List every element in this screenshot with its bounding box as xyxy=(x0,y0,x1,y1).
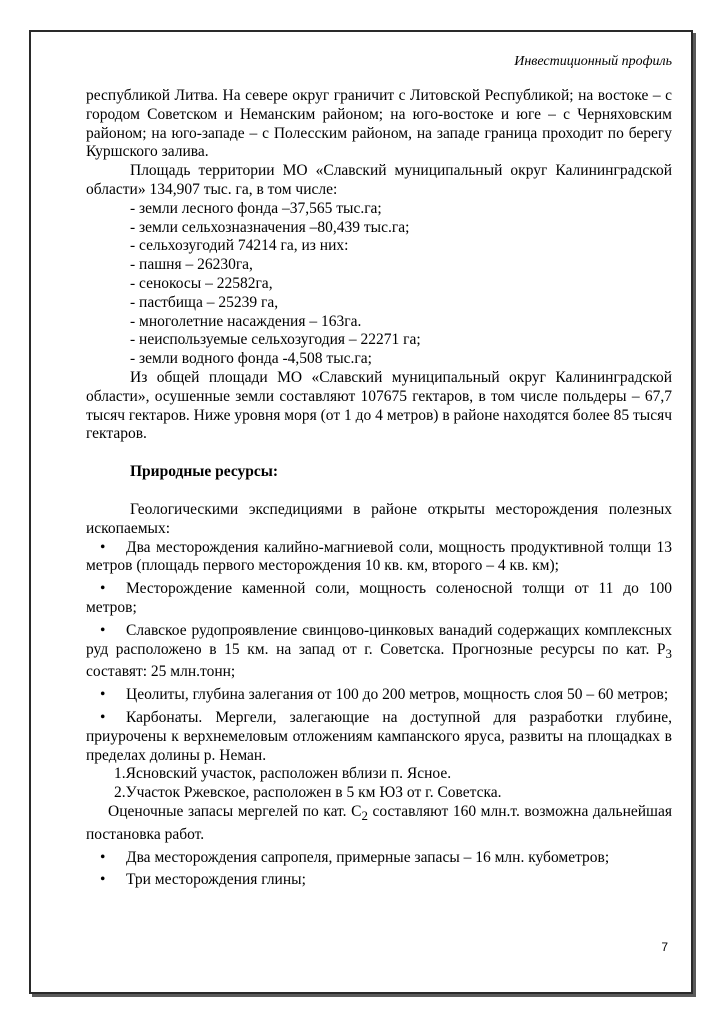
bullet-text: Два месторождения сапропеля, примерные запасы – 16 млн. кубометров; xyxy=(126,848,610,866)
bullet-text-tail: составят: 25 млн.тонн; xyxy=(86,663,236,681)
estimate-text: Оценочные запасы мергелей по кат. С xyxy=(108,802,362,820)
paragraph-area: Площадь территории МО «Славский муниципальный округ Калининградской области» 134,907 тыс. га, в том числе: xyxy=(86,162,672,198)
subscript: 3 xyxy=(665,645,672,661)
numbered-item: 1.Ясновский участок, расположен вблизи п. Ясное. xyxy=(114,765,452,783)
page-header: Инвестиционный профиль xyxy=(514,54,672,69)
bullet-item xyxy=(86,622,672,682)
estimate-tail: составляют 160 млн.т. возможна дальнейшая постановка работ. xyxy=(86,802,672,843)
document-body xyxy=(86,87,672,890)
paragraph-expeditions: Геологическими экспедициями в районе открыты месторождения полезных ископаемых: xyxy=(86,500,672,537)
bullet-text: Цеолиты, глубина залегания от 100 до 200 метров, мощность слоя 50 – 60 метров; xyxy=(126,686,669,704)
bullet-text: Три месторождения глины; xyxy=(126,871,306,889)
land-item: - пастбища – 25239 га, xyxy=(130,293,279,311)
bullet-dot-icon: • xyxy=(100,621,106,639)
land-item: - многолетние насаждения – 163га. xyxy=(130,312,362,330)
subscript: 2 xyxy=(361,808,368,824)
bullet-item xyxy=(86,686,672,705)
bullet-dot-icon: • xyxy=(100,580,106,598)
bullet-dot-icon: • xyxy=(100,538,106,556)
bullet-dot-icon: • xyxy=(100,871,106,889)
bullet-dot-icon: • xyxy=(100,848,106,866)
bullet-dot-icon: • xyxy=(100,709,106,726)
section-heading: Природные ресурсы: xyxy=(130,463,279,481)
bullet-item xyxy=(86,580,672,618)
land-list xyxy=(86,200,672,369)
paragraph-estimate xyxy=(86,803,672,845)
page-number: 7 xyxy=(661,940,668,954)
land-item: - земли водного фонда -4,508 тыс.га; xyxy=(130,350,372,368)
bullet-item xyxy=(86,849,672,868)
land-item: - неиспользуемые сельхозугодия – 22271 га; xyxy=(130,331,421,349)
land-item: - земли сельхозназначения –80,439 тыс.га; xyxy=(130,218,410,236)
paragraph-borders: республикой Литва. На севере округ граничит с Литовской Республикой; на востоке – с городом Советском и Неманским районом; на юго-востоке и юге – с Черняховским районом; на юго-западе – с Полесским районом, на западе граница проходит по берегу Куршского залива. xyxy=(86,87,672,161)
bullet-dot-icon: • xyxy=(100,686,106,704)
bullet-text: Месторождение каменной соли, мощность соленосной толщи от 11 до 100 метров; xyxy=(86,580,672,616)
paragraph-drained-land: Из общей площади МО «Славский муниципальный округ Калининградской области», осушенные земли составляют 107675 гектаров, в том числе польдеры – 67,7 тысяч гектаров. Ниже уровня моря (от 1 до 4 метров) в районе находятся более 85 тысяч гектаров. xyxy=(86,368,672,443)
land-item: - земли лесного фонда –37,565 тыс.га; xyxy=(130,199,382,217)
land-item: - пашня – 26230га, xyxy=(130,256,253,274)
numbered-item: 2.Участок Ржевское, расположен в 5 км ЮЗ от г. Советска. xyxy=(114,784,502,802)
bullet-text: Карбонаты. Мергели, залегающие на доступной для разработки глубине, приурочены к верхнемеловым отложениям кампанского яруса, развиты на площадках в пределах долины р. Неман. xyxy=(86,709,672,764)
land-item: - сельхозугодий 74214 га, из них: xyxy=(130,237,349,255)
bullet-text: Два месторождения калийно-магниевой соли, мощность продуктивной толщи 13 метров (площадь первого месторождения 10 кв. км, второго – 4 кв. км); xyxy=(86,538,672,575)
bullet-text: Славское рудопроявление свинцово-цинковых ванадий содержащих комплексных руд расположено в 15 км. на запад от г. Советска. Прогнозные ресурсы по кат. P xyxy=(86,621,672,658)
bullet-item xyxy=(86,709,672,765)
bullet-item xyxy=(86,871,672,890)
land-item: - сенокосы – 22582га, xyxy=(130,274,273,292)
bullet-item xyxy=(86,539,672,577)
